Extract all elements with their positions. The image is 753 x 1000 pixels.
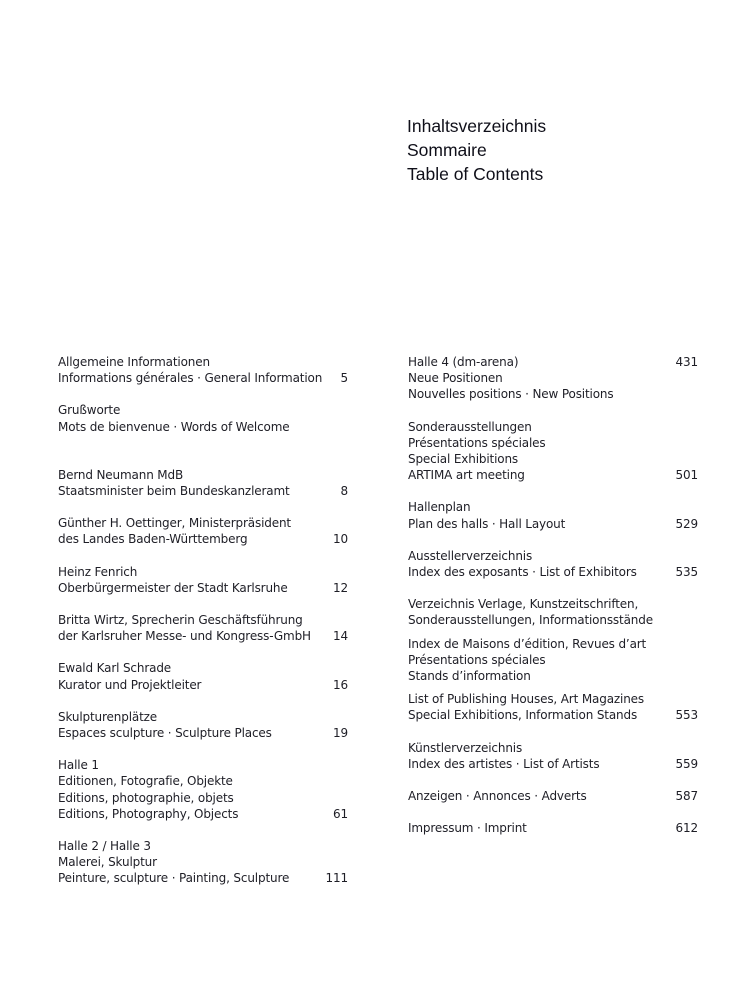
toc-entry	[408, 596, 698, 628]
toc-entry	[58, 660, 348, 692]
toc-entry	[58, 612, 348, 644]
toc-entry-line: ARTIMA art meeting	[408, 468, 525, 483]
toc-entry-line: Impressum · Imprint	[408, 821, 527, 836]
toc-entry-line: Special Exhibitions	[408, 452, 519, 467]
toc-entry-line: Présentations spéciales	[408, 652, 546, 667]
toc-entry-line: Günther H. Oettinger, Ministerpräsident	[58, 516, 291, 531]
toc-entry-line: Staatsminister beim Bundeskanzleramt	[58, 484, 290, 499]
toc-entry-line: Informations générales · General Information	[58, 371, 323, 386]
toc-entry	[58, 467, 348, 499]
toc-entry-line: Halle 2 / Halle 3	[58, 839, 151, 854]
toc-entry	[408, 548, 698, 580]
toc-entry-line: Editions, Photography, Objects	[58, 806, 239, 821]
toc-page-number: 14	[333, 629, 348, 644]
toc-entry-line: Espaces sculpture · Sculpture Places	[58, 726, 272, 741]
toc-entry-line: Oberbürgermeister der Stadt Karlsruhe	[58, 580, 288, 595]
toc-entry-line: Nouvelles positions · New Positions	[408, 387, 614, 402]
toc-entry-line: Britta Wirtz, Sprecherin Geschäftsführung	[58, 613, 303, 628]
toc-page-number: 5	[340, 371, 348, 386]
toc-entry-line: Anzeigen · Annonces · Adverts	[408, 789, 587, 804]
toc-entry-line: Neue Positionen	[408, 371, 503, 386]
toc-entry	[58, 757, 348, 822]
toc-page-number: 529	[675, 516, 698, 531]
toc-entry-line: Skulpturenplätze	[58, 709, 158, 724]
toc-entry-line: Künstlerverzeichnis	[408, 740, 523, 755]
toc-entry-line: Grußworte	[58, 403, 121, 418]
toc-entry-line: des Landes Baden-Württemberg	[58, 532, 248, 547]
toc-entry-line: Stands d’information	[408, 669, 531, 684]
toc-page-number: 587	[675, 789, 698, 804]
toc-entry-line: Editionen, Fotografie, Objekte	[58, 774, 233, 789]
toc-page-number: 8	[340, 484, 348, 498]
toc-entry-line: Allgemeine Informationen	[58, 355, 210, 369]
toc-entry-line: Special Exhibitions, Information Stands	[408, 708, 638, 723]
toc-entry-line: Editions, photographie, objets	[58, 790, 234, 805]
toc-entry-line: Halle 1	[58, 758, 99, 773]
toc-page-number: 19	[333, 726, 348, 741]
toc-entry-line: Plan des halls · Hall Layout	[408, 516, 566, 531]
toc-entry-line: Kurator und Projektleiter	[58, 677, 202, 692]
toc-entry	[408, 499, 698, 531]
page-title	[407, 114, 546, 186]
toc-entry-line: Hallenplan	[408, 500, 471, 515]
toc-page-number: 10	[333, 532, 348, 547]
toc-entry	[408, 820, 698, 836]
toc-entry	[58, 564, 348, 596]
toc-entry-line: Sonderausstellungen	[408, 419, 532, 434]
toc-entry	[408, 691, 698, 723]
toc-page-number: 431	[675, 355, 698, 369]
toc-page-number: 12	[333, 580, 348, 595]
toc-entry	[58, 838, 348, 887]
toc-entry-line: Verzeichnis Verlage, Kunstzeitschriften,	[408, 597, 639, 612]
toc-entry-line: Ewald Karl Schrade	[58, 661, 172, 676]
toc-page-number: 111	[325, 871, 348, 886]
toc-entry	[408, 636, 698, 685]
toc-entry-line: Index des exposants · List of Exhibitors	[408, 565, 637, 580]
toc-entry-line: Sonderausstellungen, Informationsstände	[408, 613, 653, 628]
toc-page-number: 553	[675, 708, 698, 723]
toc-entry	[408, 788, 698, 804]
toc-page-number: 612	[675, 821, 698, 836]
title-french: Sommaire	[407, 140, 487, 160]
toc-entry-line: Halle 4 (dm-arena)	[408, 355, 519, 369]
toc-entry-line: Mots de bienvenue · Words of Welcome	[58, 419, 290, 434]
toc-page-number: 535	[675, 565, 698, 580]
toc-entry	[408, 419, 698, 484]
toc-entry-line: Index des artistes · List of Artists	[408, 756, 600, 771]
toc-entry-line: Peinture, sculpture · Painting, Sculpture	[58, 871, 290, 886]
toc-page-number: 559	[675, 756, 698, 771]
toc-entry	[58, 354, 348, 386]
toc-entry-line: List of Publishing Houses, Art Magazines	[408, 692, 645, 707]
toc-left-column	[58, 354, 348, 887]
toc-page-number: 501	[675, 468, 698, 483]
title-german: Inhaltsverzeichnis	[407, 116, 547, 136]
toc-entry-line: der Karlsruher Messe- und Kongress-GmbH	[58, 629, 311, 644]
toc-entry	[58, 709, 348, 741]
toc-entry	[408, 354, 698, 403]
toc-entry	[58, 402, 348, 434]
toc-entry	[408, 740, 698, 772]
toc-right-column	[408, 354, 698, 836]
toc-entry-line: Malerei, Skulptur	[58, 855, 157, 870]
toc-entry-line: Index de Maisons d’édition, Revues d’art	[408, 636, 647, 651]
toc-entry	[58, 515, 348, 547]
toc-entry-line: Ausstellerverzeichnis	[408, 548, 533, 563]
toc-page-number: 16	[333, 677, 348, 692]
toc-entry-line: Présentations spéciales	[408, 435, 546, 450]
toc-page-number: 61	[333, 806, 348, 821]
toc-entry-line: Heinz Fenrich	[58, 564, 138, 579]
title-english: Table of Contents	[407, 164, 544, 184]
toc-entry-line: Bernd Neumann MdB	[58, 467, 184, 482]
